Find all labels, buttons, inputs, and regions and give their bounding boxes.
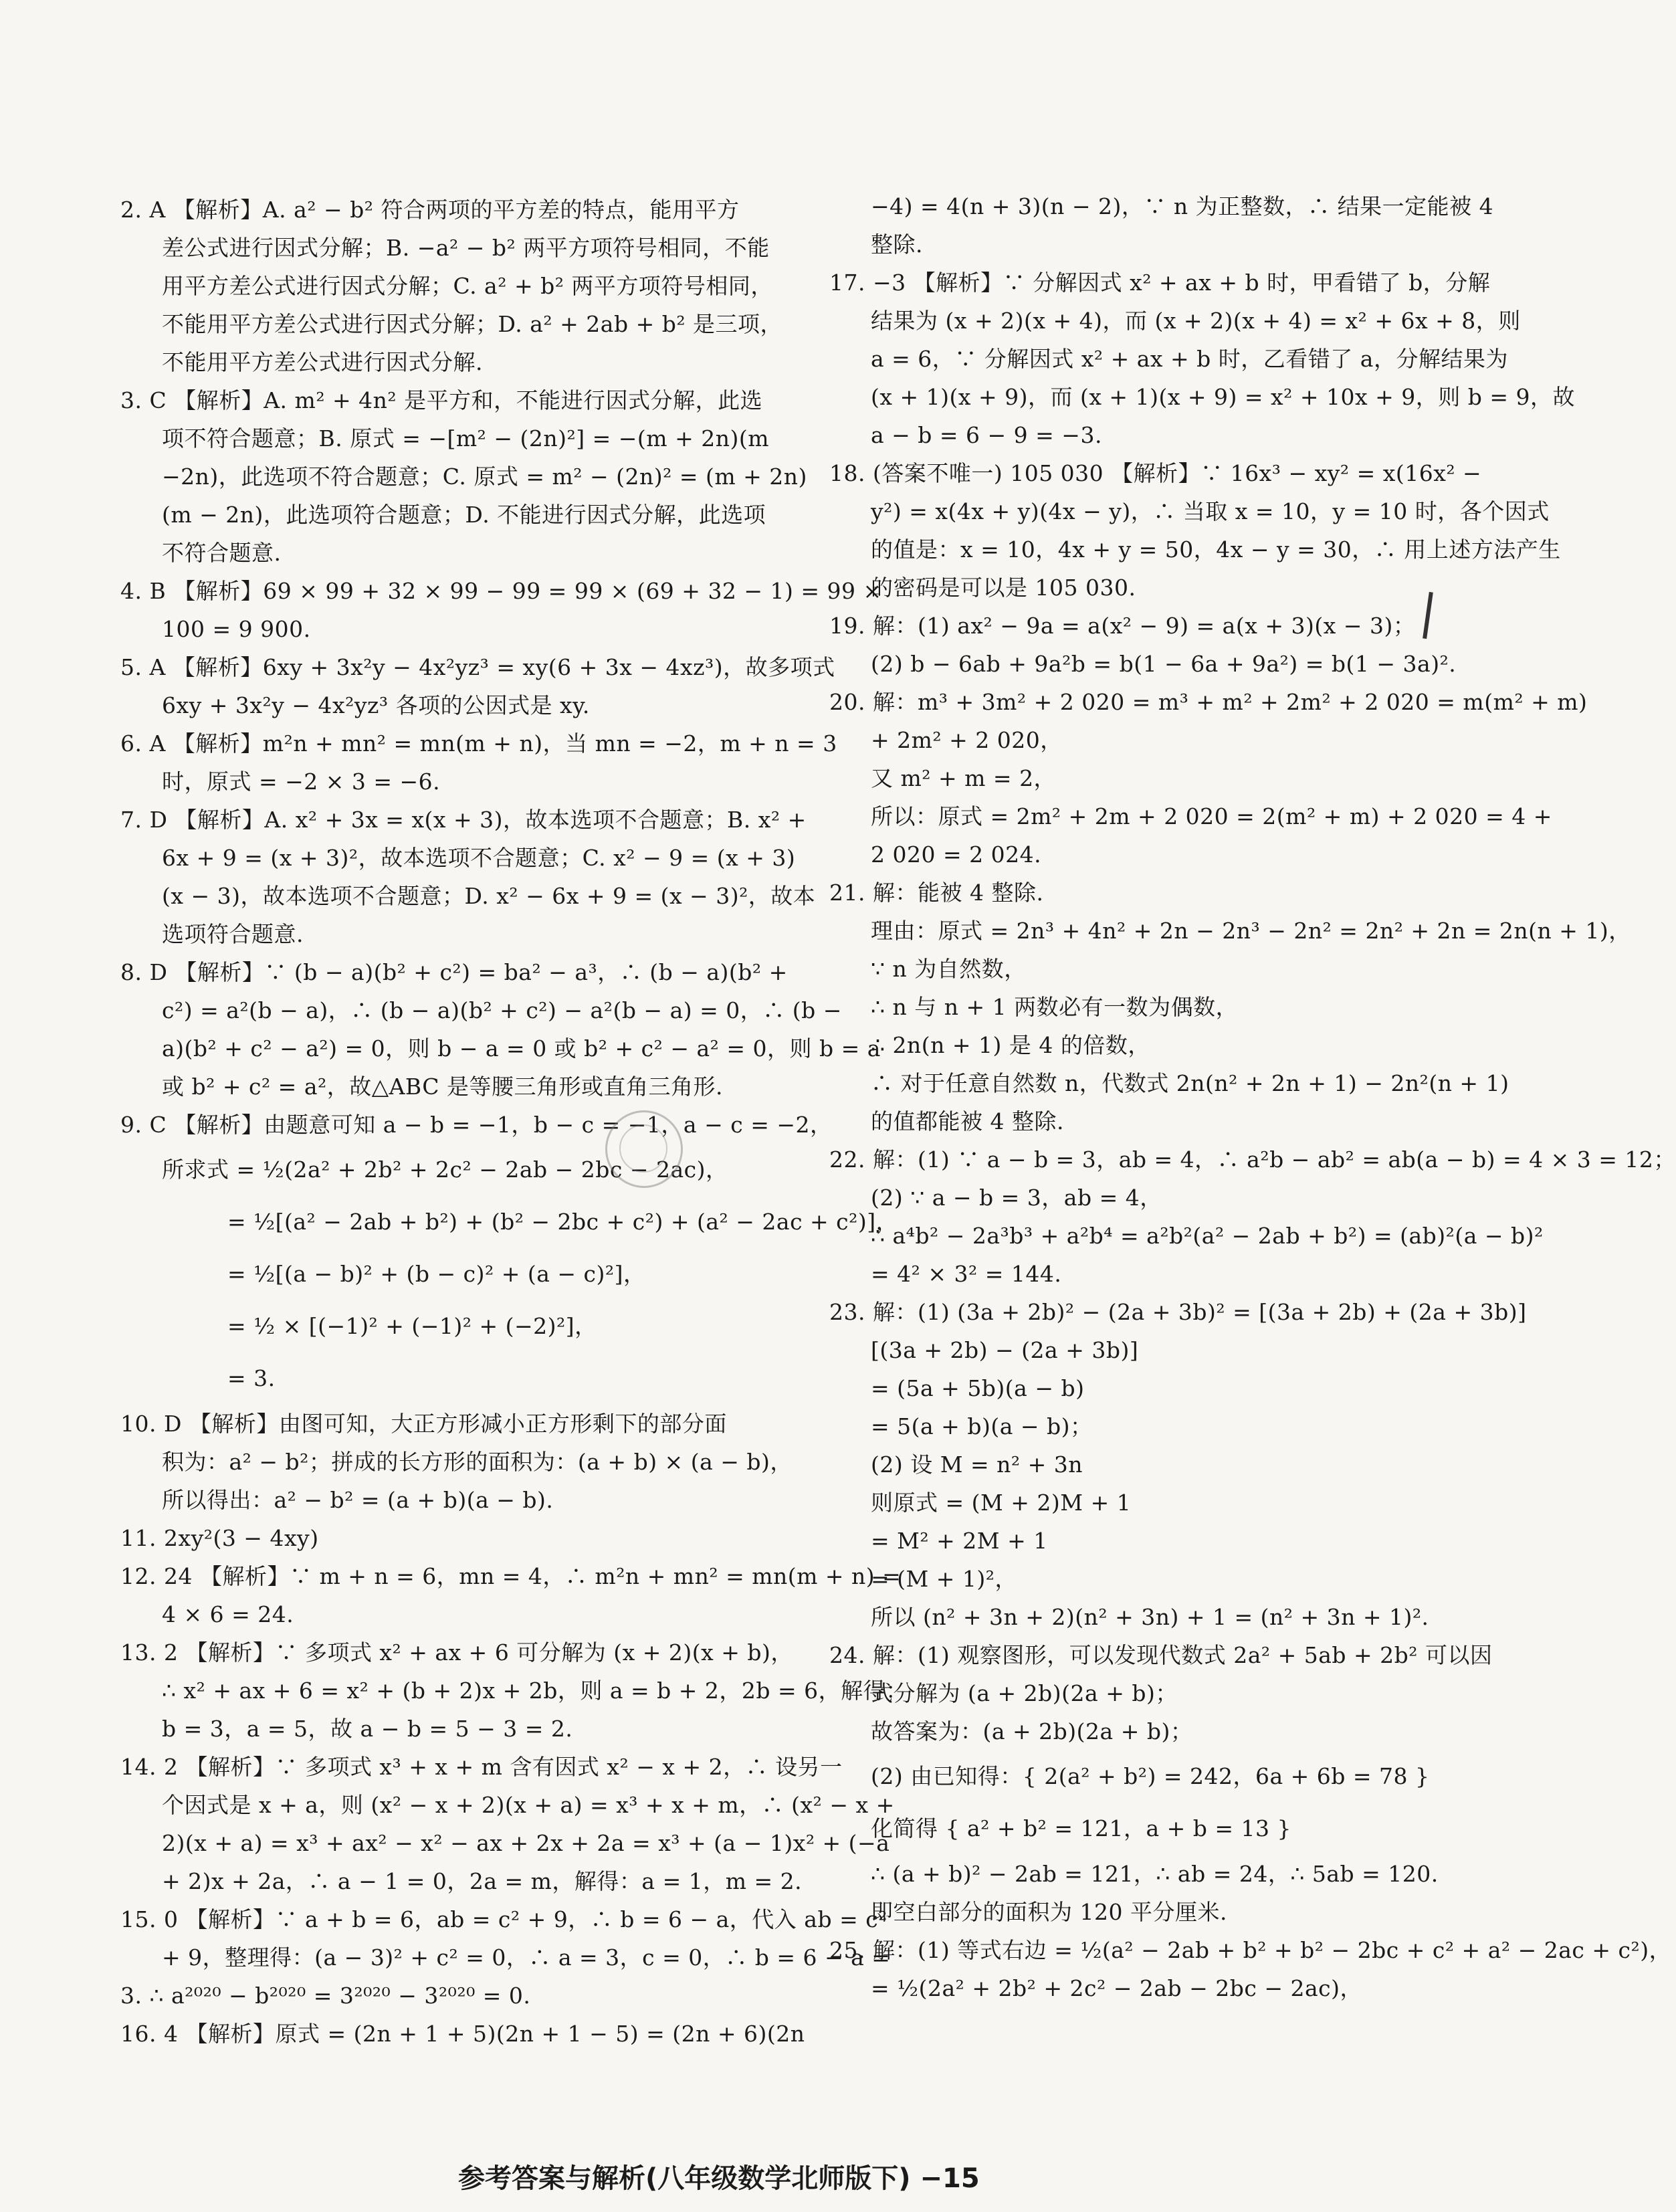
text-line: −4) = 4(n + 3)(n − 2)，∵ n 为正整数，∴ 结果一定能被 4 bbox=[871, 193, 1494, 219]
text-line: 6x + 9 = (x + 3)²，故本选项不合题意；C. x² − 9 = (x + 3) bbox=[162, 845, 796, 871]
text-line: 选项符合题意. bbox=[162, 921, 304, 947]
text-line: 4. B 【解析】69 × 99 + 32 × 99 − 99 = 99 × (69 + 32 − 1) = 99 × bbox=[120, 578, 882, 604]
text-line: (2) b − 6ab + 9a²b = b(1 − 6a + 9a²) = b(1 − 3a)². bbox=[871, 651, 1457, 677]
text-line: + 2)x + 2a，∴ a − 1 = 0，2a = m，解得：a = 1，m = 2. bbox=[162, 1868, 803, 1894]
text-line: 或 b² + c² = a²，故△ABC 是等腰三角形或直角三角形. bbox=[162, 1074, 724, 1100]
text-line: 所求式 = ½(2a² + 2b² + 2c² − 2ab − 2bc − 2ac)， bbox=[162, 1157, 728, 1183]
right-column bbox=[829, 187, 1676, 2007]
text-line: y²) = x(4x + y)(4x − y)，∴ 当取 x = 10，y = 10 时，各个因式 bbox=[871, 498, 1550, 524]
text-line: 不能用平方差公式进行因式分解. bbox=[162, 349, 483, 375]
text-line: 项不符合题意；B. 原式 = −[m² − (2n)²] = −(m + 2n)(m bbox=[162, 425, 770, 451]
text-line: = M² + 2M + 1 bbox=[871, 1528, 1048, 1554]
text-line: 时，原式 = −2 × 3 = −6. bbox=[162, 769, 441, 795]
text-line: 积为：a² − b²；拼成的长方形的面积为：(a + b) × (a − b)， bbox=[162, 1449, 793, 1475]
text-line: 所以得出：a² − b² = (a + b)(a − b). bbox=[162, 1487, 554, 1513]
text-line: 3. ∴ a²⁰²⁰ − b²⁰²⁰ = 3²⁰²⁰ − 3²⁰²⁰ = 0. bbox=[120, 1983, 531, 2009]
text-line: ∴ 对于任意自然数 n，代数式 2n(n² + 2n + 1) − 2n²(n + 1) bbox=[871, 1070, 1509, 1096]
text-line: 10. D 【解析】由图可知，大正方形减小正方形剩下的部分面 bbox=[120, 1411, 727, 1437]
text-line: 14. 2 【解析】∵ 多项式 x³ + x + m 含有因式 x² − x + 2，∴ 设另一 bbox=[120, 1754, 843, 1780]
text-line: 不符合题意. bbox=[162, 540, 282, 566]
text-line: 17. −3 【解析】∵ 分解因式 x² + ax + b 时，甲看错了 b，分解 bbox=[829, 270, 1491, 296]
text-line: 11. 2xy²(3 − 4xy) bbox=[120, 1525, 319, 1551]
text-line: 21. 解：能被 4 整除. bbox=[829, 880, 1044, 906]
text-line: = ½[(a − b)² + (b − c)² + (a − c)²]， bbox=[227, 1261, 646, 1287]
text-line: = 5(a + b)(a − b)； bbox=[871, 1413, 1093, 1439]
text-line: ∵ n 为自然数， bbox=[871, 956, 1027, 982]
text-line: 理由：原式 = 2n³ + 4n² + 2n − 2n³ − 2n² = 2n² + 2n = 2n(n + 1)， bbox=[871, 918, 1631, 944]
text-line: (2) 由已知得：{ 2(a² + b²) = 242，6a + 6b = 78 } bbox=[871, 1763, 1430, 1789]
text-line: 12. 24 【解析】∵ m + n = 6，mn = 4，∴ m²n + mn² = mn(m + n) = bbox=[120, 1563, 902, 1589]
text-line: = 3. bbox=[227, 1365, 276, 1391]
text-line: (x + 1)(x + 9)，而 (x + 1)(x + 9) = x² + 10x + 9，则 b = 9，故 bbox=[871, 384, 1575, 410]
text-line: 7. D 【解析】A. x² + 3x = x(x + 3)，故本选项不合题意；B. x² + bbox=[120, 807, 807, 833]
text-line: 故答案为：(a + 2b)(2a + b)； bbox=[871, 1718, 1193, 1744]
text-line: 3. C 【解析】A. m² + 4n² 是平方和，不能进行因式分解，此选 bbox=[120, 387, 763, 413]
text-line: + 2m² + 2 020， bbox=[871, 727, 1063, 753]
text-line: 100 = 9 900. bbox=[162, 616, 311, 642]
text-line: 差公式进行因式分解；B. −a² − b² 两平方项符号相同，不能 bbox=[162, 235, 770, 261]
text-line: 20. 解：m³ + 3m² + 2 020 = m³ + m² + 2m² + 2 020 = m(m² + m) bbox=[829, 689, 1588, 715]
text-line: c²) = a²(b − a)，∴ (b − a)(b² + c²) − a²(b − a) = 0，∴ (b − bbox=[162, 997, 842, 1023]
text-line: 8. D 【解析】∵ (b − a)(b² + c²) = ba² − a³，∴ (b − a)(b² + bbox=[120, 959, 788, 985]
text-line: 24. 解：(1) 观察图形，可以发现代数式 2a² + 5ab + 2b² 可以因 bbox=[829, 1642, 1493, 1668]
text-line: 个因式是 x + a，则 (x² − x + 2)(x + a) = x³ + x + m，∴ (x² − x + bbox=[162, 1792, 895, 1818]
text-line: 所以：原式 = 2m² + 2m + 2 020 = 2(m² + m) + 2 020 = 4 + bbox=[871, 803, 1552, 829]
text-line: 则原式 = (M + 2)M + 1 bbox=[871, 1490, 1132, 1516]
watermark-stamp bbox=[605, 1110, 683, 1188]
text-line: 9. C 【解析】由题意可知 a − b = −1，b − c = −1，a − c = −2， bbox=[120, 1112, 833, 1138]
text-line: 16. 4 【解析】原式 = (2n + 1 + 5)(2n + 1 − 5) = (2n + 6)(2n bbox=[120, 2021, 805, 2047]
text-line: 18. (答案不唯一) 105 030 【解析】∵ 16x³ − xy² = x(16x² − bbox=[829, 460, 1482, 486]
text-line: (x − 3)，故本选项不合题意；D. x² − 6x + 9 = (x − 3)²，故本 bbox=[162, 883, 816, 909]
text-line: 的值是：x = 10，4x + y = 50，4x − y = 30，∴ 用上述方法产生 bbox=[871, 536, 1561, 563]
text-line: 6xy + 3x²y − 4x²yz³ 各项的公因式是 xy. bbox=[162, 692, 590, 718]
text-line: 不能用平方差公式进行因式分解；D. a² + 2ab + b² 是三项， bbox=[162, 311, 783, 337]
text-line: = (M + 1)²， bbox=[871, 1566, 1018, 1592]
text-line: = 4² × 3² = 144. bbox=[871, 1261, 1062, 1287]
text-line: (2) ∵ a − b = 3，ab = 4， bbox=[871, 1185, 1162, 1211]
text-line: 13. 2 【解析】∵ 多项式 x² + ax + 6 可分解为 (x + 2)(x + b)， bbox=[120, 1639, 793, 1666]
text-line: 的密码是可以是 105 030. bbox=[871, 575, 1136, 601]
text-line: 结果为 (x + 2)(x + 4)，而 (x + 2)(x + 4) = x² + 6x + 8，则 bbox=[871, 308, 1521, 334]
text-line: 2)(x + a) = x³ + ax² − x² − ax + 2x + 2a = x³ + (a − 1)x² + (−a bbox=[162, 1830, 890, 1856]
text-line: a)(b² + c² − a²) = 0，则 b − a = 0 或 b² + c² − a² = 0，则 b = a bbox=[162, 1035, 881, 1062]
text-line: a − b = 6 − 9 = −3. bbox=[871, 422, 1102, 448]
text-line: 5. A 【解析】6xy + 3x²y − 4x²yz³ = xy(6 + 3x − 4xz³)，故多项式 bbox=[120, 654, 835, 680]
text-line: 的值都能被 4 整除. bbox=[871, 1108, 1064, 1134]
text-line: 2. A 【解析】A. a² − b² 符合两项的平方差的特点，能用平方 bbox=[120, 197, 740, 223]
text-line: 22. 解：(1) ∵ a − b = 3，ab = 4，∴ a²b − ab² = ab(a − b) = 4 × 3 = 12； bbox=[829, 1146, 1676, 1173]
text-line: 所以 (n² + 3n + 2)(n² + 3n) + 1 = (n² + 3n + 1)². bbox=[871, 1604, 1429, 1630]
text-line: 即空白部分的面积为 120 平分厘米. bbox=[871, 1899, 1227, 1925]
text-line: = (5a + 5b)(a − b) bbox=[871, 1375, 1085, 1401]
text-line: 用平方差公式进行因式分解；C. a² + b² 两平方项符号相同， bbox=[162, 273, 773, 299]
text-line: ∴ n 与 n + 1 两数必有一数为偶数， bbox=[871, 994, 1239, 1020]
text-line: [(3a + 2b) − (2a + 3b)] bbox=[871, 1337, 1139, 1363]
text-line: 4 × 6 = 24. bbox=[162, 1601, 294, 1627]
text-line: 15. 0 【解析】∵ a + b = 6，ab = c² + 9，∴ b = 6 − a，代入 ab = c² bbox=[120, 1906, 887, 1932]
text-line: (2) 设 M = n² + 3n bbox=[871, 1451, 1083, 1478]
text-line: 式分解为 (a + 2b)(2a + b)； bbox=[871, 1680, 1178, 1706]
text-line: 6. A 【解析】m²n + mn² = mn(m + n)，当 mn = −2，m + n = 3 bbox=[120, 730, 837, 757]
text-line: 整除. bbox=[871, 231, 923, 258]
page-footer: 参考答案与解析(八年级数学北师版下) −15 bbox=[458, 2163, 980, 2194]
text-line: 25. 解：(1) 等式右边 = ½(a² − 2ab + b² + b² − 2bc + c² + a² − 2ac + c²)， bbox=[829, 1937, 1672, 1963]
text-line: 化简得 { a² + b² = 121，a + b = 13 } bbox=[871, 1815, 1292, 1841]
text-line: ∴ (a + b)² − 2ab = 121，∴ ab = 24，∴ 5ab = 120. bbox=[871, 1861, 1439, 1887]
text-line: = ½ × [(−1)² + (−1)² + (−2)²]， bbox=[227, 1313, 597, 1339]
text-line: a = 6，∵ 分解因式 x² + ax + b 时，乙看错了 a，分解结果为 bbox=[871, 346, 1508, 372]
text-line: = ½(2a² + 2b² + 2c² − 2ab − 2bc − 2ac)， bbox=[871, 1975, 1363, 2001]
text-line: ∴ 2n(n + 1) 是 4 的倍数， bbox=[871, 1032, 1150, 1058]
text-line: ∴ a⁴b² − 2a³b³ + a²b⁴ = a²b²(a² − 2ab + b²) = (ab)²(a − b)² bbox=[871, 1223, 1544, 1249]
text-line: 19. 解：(1) ax² − 9a = a(x² − 9) = a(x + 3)(x − 3)； bbox=[829, 613, 1416, 639]
text-line: b = 3，a = 5，故 a − b = 5 − 3 = 2. bbox=[162, 1716, 573, 1742]
text-line: (m − 2n)，此选项符合题意；D. 不能进行因式分解，此选项 bbox=[162, 502, 766, 528]
text-line: 23. 解：(1) (3a + 2b)² − (2a + 3b)² = [(3a + 2b) + (2a + 3b)] bbox=[829, 1299, 1527, 1325]
text-line: = ½[(a² − 2ab + b²) + (b² − 2bc + c²) + (a² − 2ac + c²)]， bbox=[227, 1209, 899, 1235]
text-line: ∴ x² + ax + 6 = x² + (b + 2)x + 2b，则 a = b + 2，2b = 6，解得： bbox=[162, 1678, 908, 1704]
text-line: 又 m² + m = 2， bbox=[871, 765, 1057, 791]
text-line: + 9，整理得：(a − 3)² + c² = 0，∴ a = 3，c = 0，∴ b = 6 − a = bbox=[162, 1944, 891, 1971]
text-line: 2 020 = 2 024. bbox=[871, 841, 1042, 868]
text-line: −2n)，此选项不符合题意；C. 原式 = m² − (2n)² = (m + 2n) bbox=[162, 464, 807, 490]
